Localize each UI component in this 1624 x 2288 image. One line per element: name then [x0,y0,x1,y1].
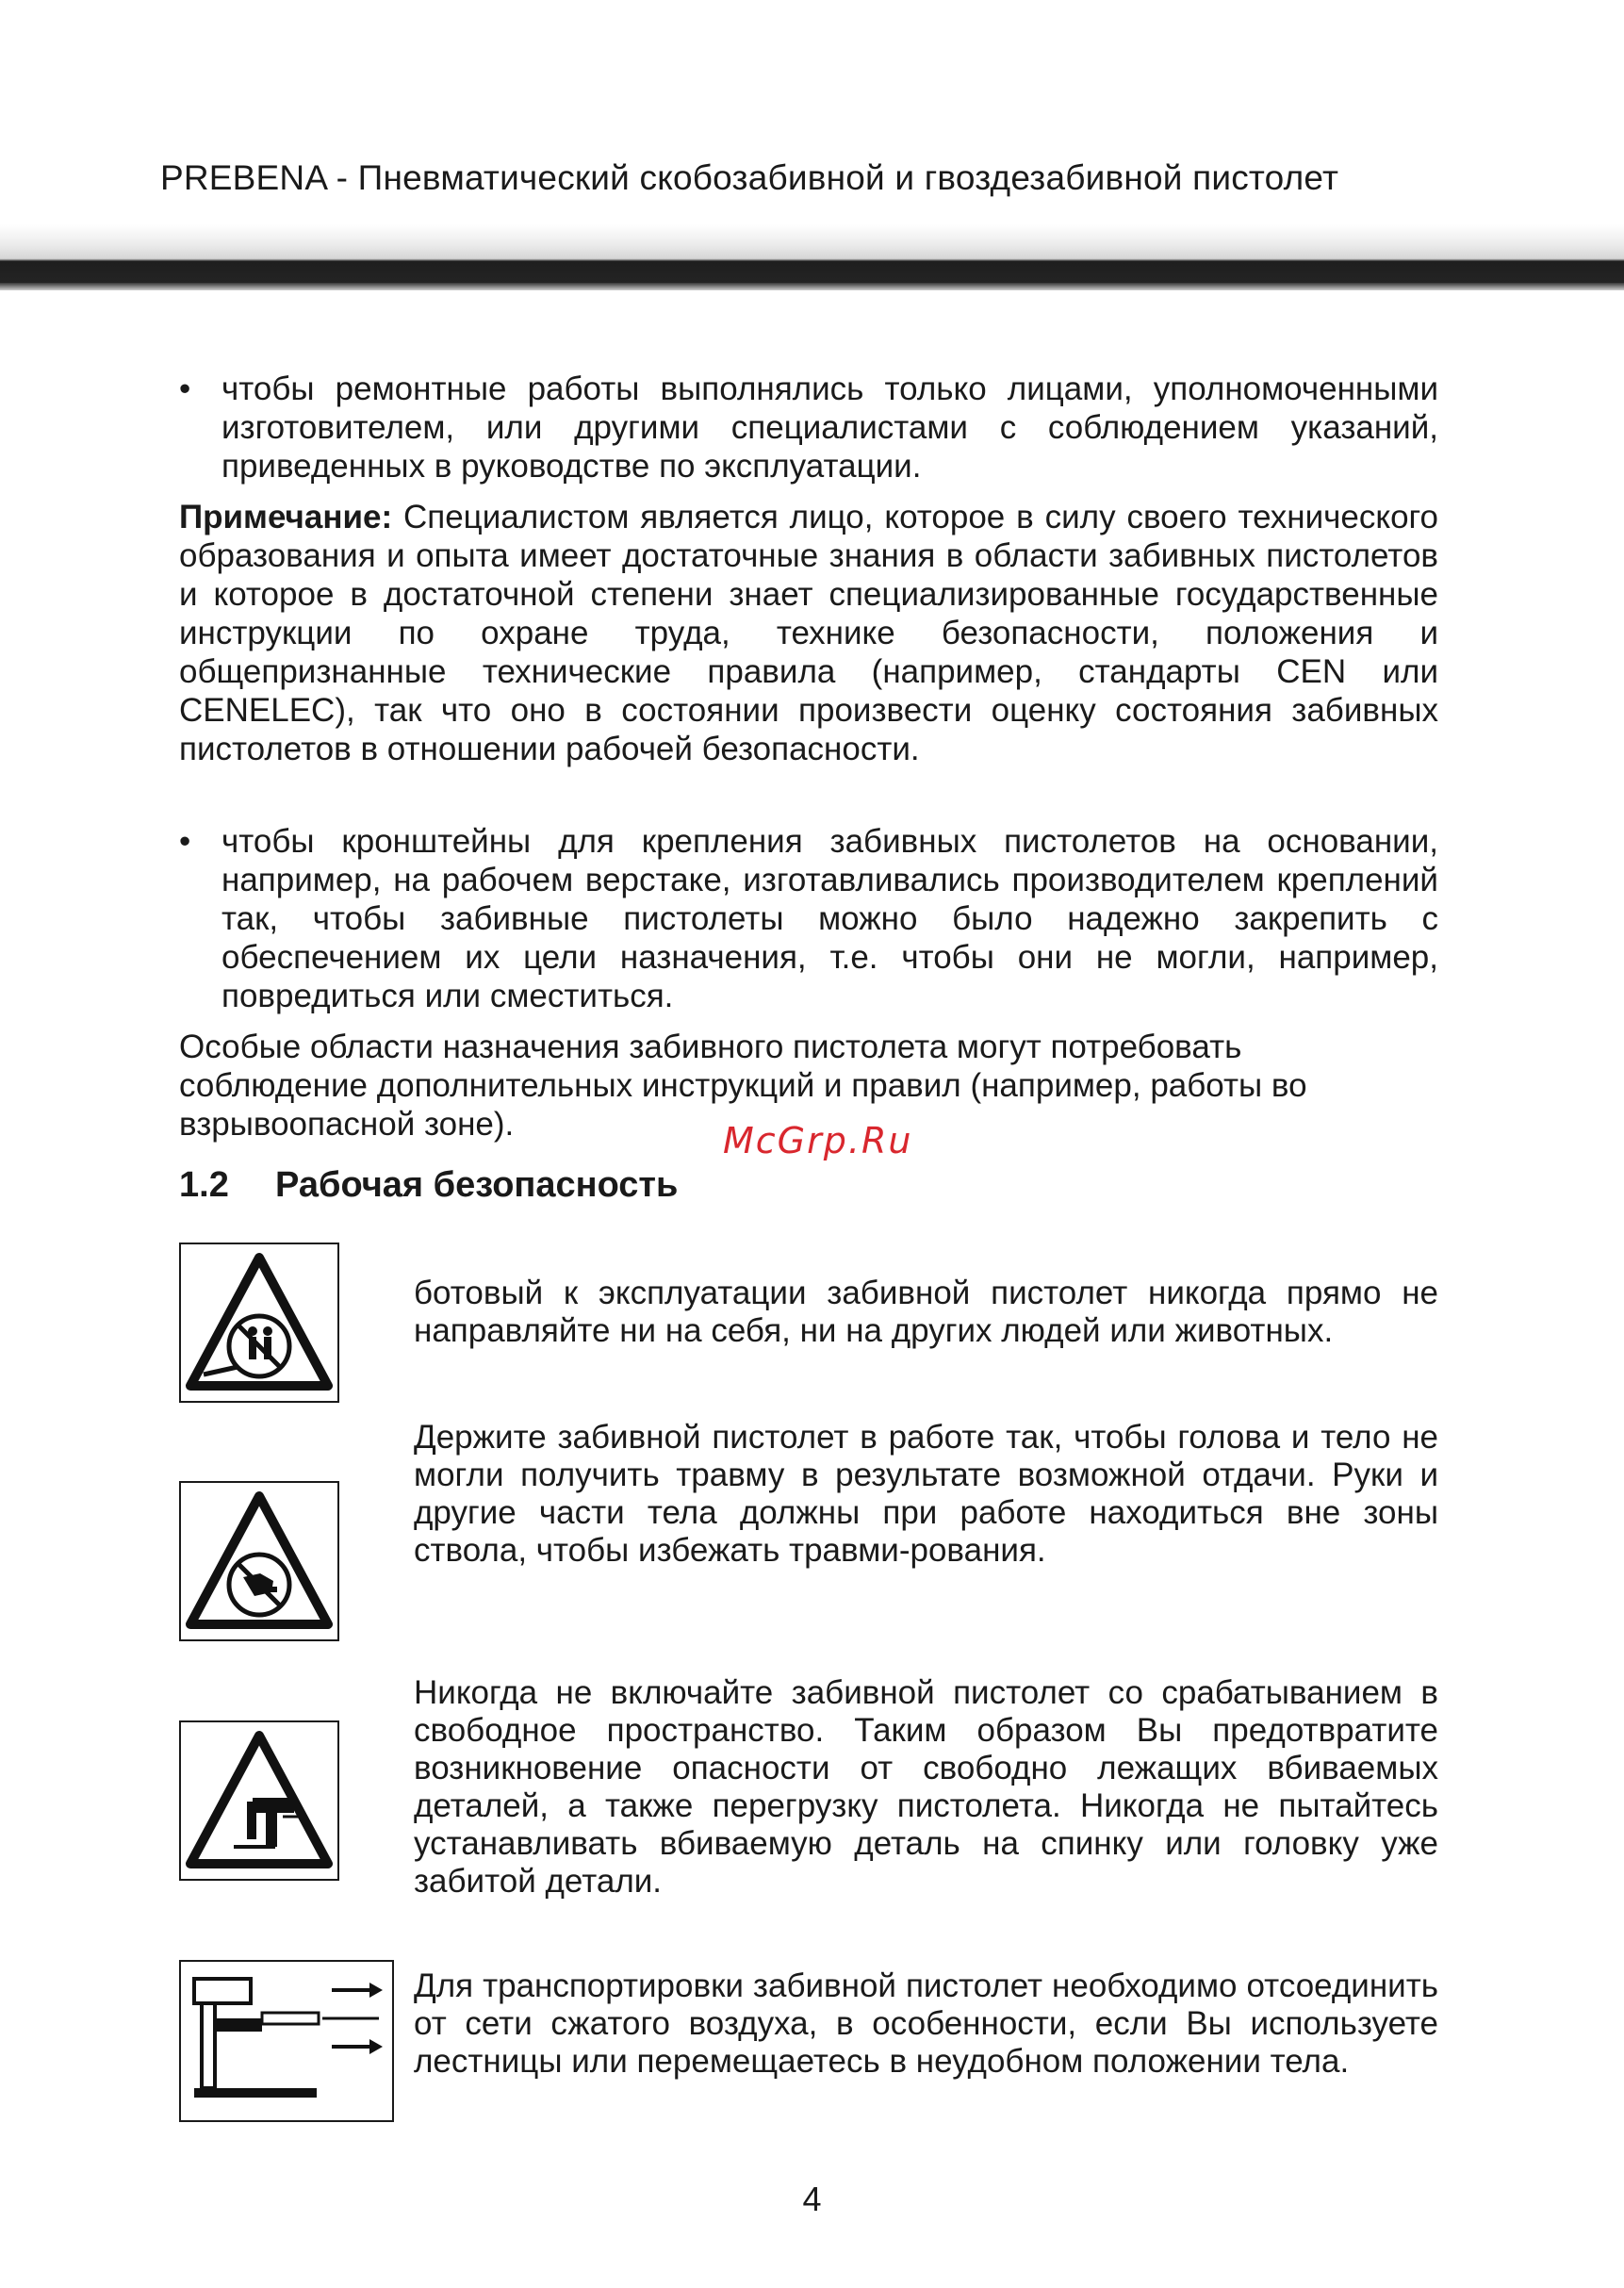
section-title: Рабочая безопасность [275,1165,679,1205]
header-divider-shadow [0,283,1624,290]
note-label: Примечание: [179,499,393,535]
bullet-dot: • [179,370,191,407]
note-paragraph [179,498,1438,768]
bullet-item-brackets [179,822,1438,1015]
bullet-dot: • [179,823,191,860]
bullet-text: чтобы ремонтные работы выполнялись только лицами, уполномоченными изготовителем, или другими специалистами с соблюдением указаний, приведенных в руководстве по эксплуатации. [221,370,1438,485]
bullet-text: чтобы кронштейны для крепления забивных пистолетов на основании, например, на рабочем верстаке, изготавливались производителем креплений так, чтобы забивные пистолеты можно было надежно закрепить с обеспечением их цели назначения, т.е. чтобы они не могли, например, повредиться или сместиться. [221,823,1438,1014]
safety-item-text: Для транспортировки забивной пистолет необходимо отсоединить от сети сжатого воздуха, в особенности, если Вы используете лестницы или перемещаетесь в неудобном положении тела. [414,1967,1438,2080]
safety-item-text: Держите забивной пистолет в работе так, чтобы голова и тело не могли получить травму в результате возможной отдачи. Руки и другие части тела должны при работе находиться вне зоны ствола, чтобы избежать травми-рования. [414,1419,1438,1569]
warning-no-free-firing-icon [179,1720,339,1881]
section-number: 1.2 [179,1165,229,1205]
bullet-item-repairs [179,370,1438,486]
header-divider-band [0,224,1624,290]
note-text: Специалистом является лицо, которое в силу своего технического образования и опыта имеет достаточные знания в области забивных пистолетов и которое в достаточной степени знает специализированные государственные инструкции по охране труда, технике безопасности, положения и общепризнанные технические правила (например, стандарты CEN или CENELEC), так что оно в состоянии произвести оценку состояния забивных пистолетов в отношении рабочей безопасности. [179,499,1438,767]
special-areas-paragraph: Особые области назначения забивного пистолета могут потребовать соблюдение дополнительных инструкций и правил (например, работы во взрывоопасной зоне). [179,1029,1307,1143]
page-number: 4 [802,2180,822,2218]
safety-item-text: ботовый к эксплуатации забивной пистолет никогда прямо не направляйте ни на себя, ни на других людей или животных. [414,1275,1438,1349]
watermark-text: McGrp.Ru [723,1120,913,1161]
safety-item-text: Никогда не включайте забивной пистолет со срабатыванием в свободное пространство. Таким образом Вы предотвратите возникновение опасности от свободно лежащих вбиваемых деталей, а также перегрузку пистолета. Никогда не пытайтесь устанавливать вбиваемую деталь на спинку или головку уже забитой детали. [414,1674,1438,1900]
disconnect-air-supply-icon [179,1960,394,2122]
warning-hand-hazard-icon [179,1481,339,1641]
warning-no-pointing-at-people-icon [179,1243,339,1403]
document-header-title: PREBENA - Пневматический скобозабивной и гвоздезабивной пистолет [160,158,1339,197]
